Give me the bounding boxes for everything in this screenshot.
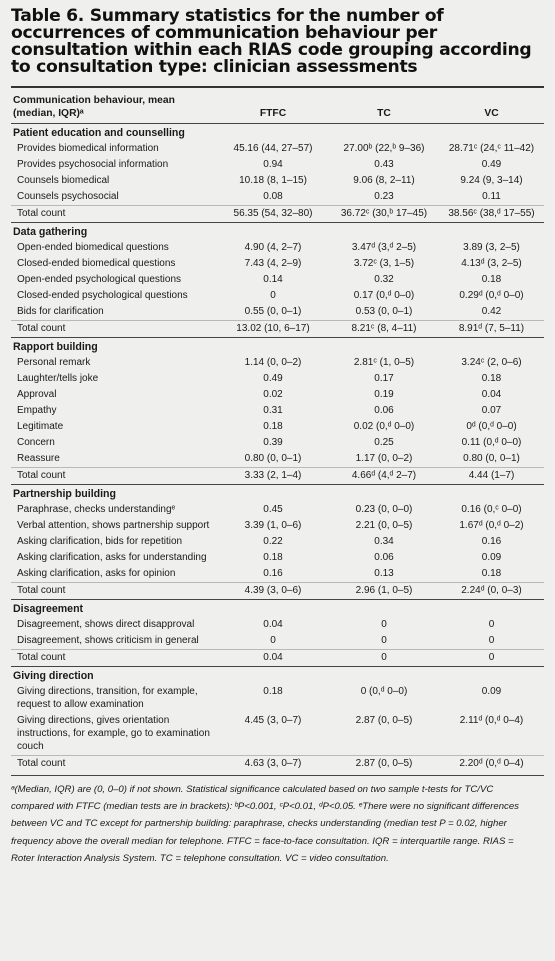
section-title: Giving direction bbox=[11, 667, 544, 685]
cell-tc: 2.96 (1, 0–5) bbox=[329, 583, 439, 600]
table-row bbox=[11, 355, 544, 371]
table-row bbox=[11, 272, 544, 288]
cell-vc: 2.24ᵈ (0, 0–3) bbox=[439, 583, 544, 600]
cell-ftfc: 0.39 bbox=[263, 437, 283, 448]
row-label: Counsels biomedical bbox=[17, 175, 110, 186]
section-title: Data gathering bbox=[11, 223, 544, 241]
row-label: Legitimate bbox=[17, 421, 64, 432]
cell-ftfc: 4.39 (3, 0–6) bbox=[217, 583, 329, 600]
cell-vc: 8.91ᵈ (7, 5–11) bbox=[439, 321, 544, 338]
cell-tc: 3.72ᶜ (3, 1–5) bbox=[353, 258, 415, 269]
row-label: Counsels psychosocial bbox=[17, 191, 119, 202]
cell-ftfc: 0.18 bbox=[263, 421, 283, 432]
cell-tc: 27.00ᵇ (22,ᵇ 9–36) bbox=[343, 143, 425, 154]
table-row bbox=[11, 157, 544, 173]
cell-vc: 4.13ᵈ (3, 2–5) bbox=[461, 258, 522, 269]
cell-tc: 2.87 (0, 0–5) bbox=[329, 756, 439, 773]
cell-tc: 0.02 (0,ᵈ 0–0) bbox=[353, 421, 415, 432]
cell-vc: 0.07 bbox=[481, 405, 502, 416]
cell-tc: 0.53 (0, 0–1) bbox=[355, 306, 413, 317]
cell-ftfc: 0.55 (0, 0–1) bbox=[244, 306, 302, 317]
cell-tc: 0.43 bbox=[374, 159, 394, 170]
cell-tc: 3.47ᵈ (3,ᵈ 2–5) bbox=[351, 242, 417, 253]
cell-vc: 0.09 bbox=[481, 552, 502, 563]
table-row bbox=[11, 566, 544, 583]
cell-tc: 36.72ᶜ (30,ᵇ 17–45) bbox=[329, 206, 439, 223]
cell-ftfc: 0.31 bbox=[263, 405, 283, 416]
cell-vc: 4.44 (1–7) bbox=[439, 468, 544, 485]
summary-table bbox=[11, 93, 544, 772]
table-row bbox=[11, 550, 544, 566]
table-row bbox=[11, 256, 544, 272]
header-behaviour: Communication behaviour, mean (median, IQR)ᵃ bbox=[13, 95, 175, 119]
cell-vc: 0 bbox=[488, 619, 495, 630]
cell-ftfc: 13.02 (10, 6–17) bbox=[217, 321, 329, 338]
cell-ftfc: 0.18 bbox=[263, 552, 283, 563]
cell-vc: 0 bbox=[488, 635, 495, 646]
cell-vc: 1.67ᵈ (0,ᵈ 0–2) bbox=[459, 520, 524, 531]
cell-tc: 0.34 bbox=[374, 536, 394, 547]
section-header-row bbox=[11, 223, 544, 241]
row-label: Total count bbox=[11, 206, 217, 223]
cell-vc: 0.09 bbox=[481, 686, 502, 697]
cell-ftfc: 4.63 (3, 0–7) bbox=[217, 756, 329, 773]
row-label: Approval bbox=[17, 389, 57, 400]
table-row bbox=[11, 240, 544, 256]
cell-tc: 0.25 bbox=[374, 437, 394, 448]
cell-tc: 0 bbox=[381, 619, 387, 630]
cell-tc: 2.87 (0, 0–5) bbox=[355, 715, 413, 726]
section-header-row bbox=[11, 124, 544, 142]
footer-rule bbox=[11, 775, 544, 776]
section-title: Patient education and counselling bbox=[13, 127, 185, 139]
total-row bbox=[11, 583, 544, 600]
cell-tc: 0 (0,ᵈ 0–0) bbox=[360, 686, 408, 697]
table-row bbox=[11, 617, 544, 633]
cell-vc: 0.80 (0, 0–1) bbox=[463, 453, 520, 464]
cell-vc: 0.49 bbox=[481, 159, 502, 170]
total-row bbox=[11, 650, 544, 667]
section-header-row bbox=[11, 338, 544, 356]
cell-tc: 8.21ᶜ (8, 4–11) bbox=[329, 321, 439, 338]
table-row bbox=[11, 288, 544, 304]
cell-ftfc: 0 bbox=[270, 635, 276, 646]
row-label: Verbal attention, shows partnership support bbox=[17, 520, 210, 531]
cell-vc: 28.71ᶜ (24,ᶜ 11–42) bbox=[448, 143, 535, 154]
table-row bbox=[11, 713, 544, 756]
section-title: Rapport building bbox=[11, 338, 544, 356]
cell-vc: 2.11ᵈ (0,ᵈ 0–4) bbox=[459, 715, 524, 726]
row-label: Laughter/tells joke bbox=[17, 373, 99, 384]
cell-vc: 0.42 bbox=[481, 306, 502, 317]
cell-ftfc: 7.43 (4, 2–9) bbox=[244, 258, 302, 269]
cell-tc: 0.06 bbox=[374, 552, 394, 563]
total-row bbox=[11, 321, 544, 338]
section-header-row bbox=[11, 667, 544, 685]
row-label: Asking clarification, asks for opinion bbox=[17, 568, 176, 579]
table-row bbox=[11, 371, 544, 387]
section-title: Partnership building bbox=[11, 485, 544, 503]
cell-ftfc: 0 bbox=[270, 290, 276, 301]
section-header-row bbox=[11, 600, 544, 618]
row-label: Provides biomedical information bbox=[17, 143, 159, 154]
cell-vc: 0.16 (0,ᶜ 0–0) bbox=[461, 504, 522, 515]
cell-ftfc: 45.16 (44, 27–57) bbox=[233, 143, 313, 154]
cell-ftfc: 10.18 (8, 1–15) bbox=[239, 175, 307, 186]
cell-ftfc: 4.90 (4, 2–7) bbox=[244, 242, 302, 253]
cell-tc: 0.23 (0, 0–0) bbox=[355, 504, 413, 515]
table-row bbox=[11, 141, 544, 157]
row-label: Total count bbox=[11, 583, 217, 600]
row-label: Open-ended psychological questions bbox=[17, 274, 181, 285]
cell-ftfc: 1.14 (0, 0–2) bbox=[244, 357, 302, 368]
cell-vc: 0.29ᵈ (0,ᵈ 0–0) bbox=[459, 290, 524, 301]
cell-vc: 0.11 bbox=[482, 191, 501, 202]
table-row bbox=[11, 173, 544, 189]
cell-vc: 3.89 (3, 2–5) bbox=[463, 242, 520, 253]
row-label: Personal remark bbox=[17, 357, 91, 368]
header-tc: TC bbox=[377, 108, 391, 119]
total-row bbox=[11, 468, 544, 485]
section-title: Disagreement bbox=[11, 600, 544, 618]
cell-tc: 9.06 (8, 2–11) bbox=[353, 175, 415, 186]
cell-ftfc: 0.04 bbox=[217, 650, 329, 667]
cell-ftfc: 0.04 bbox=[263, 619, 283, 630]
table-row bbox=[11, 387, 544, 403]
cell-tc: 2.81ᶜ (1, 0–5) bbox=[353, 357, 415, 368]
cell-ftfc: 0.45 bbox=[263, 504, 283, 515]
row-label: Provides psychosocial information bbox=[17, 159, 169, 170]
cell-tc: 0 bbox=[381, 635, 387, 646]
table-row bbox=[11, 534, 544, 550]
table-row bbox=[11, 451, 544, 468]
cell-tc: 0.32 bbox=[374, 274, 394, 285]
cell-ftfc: 3.33 (2, 1–4) bbox=[217, 468, 329, 485]
table-row bbox=[11, 684, 544, 713]
cell-tc: 0.23 bbox=[374, 191, 394, 202]
row-label: Disagreement, shows direct disapproval bbox=[17, 619, 195, 630]
cell-ftfc: 56.35 (54, 32–80) bbox=[217, 206, 329, 223]
row-label: Bids for clarification bbox=[17, 306, 104, 317]
cell-vc: 0.18 bbox=[481, 373, 502, 384]
row-label: Giving directions, transition, for example, request to allow examination bbox=[17, 686, 198, 710]
row-label: Total count bbox=[11, 650, 217, 667]
row-label: Concern bbox=[17, 437, 55, 448]
cell-vc: 0.18 bbox=[481, 274, 502, 285]
table-footnote: ᵃ(Median, IQR) are (0, 0–0) if not shown. Statistical significance calculated based on two sample t-tests for TC/VC compared with FTFC (median tests are in brackets): ᵇP<0.001, ᶜP<0.01, ᵈP<0.05. ᵉThere were no significant differences between VC and TC except for partnership building: paraphrase, checks understanding (median test P = 0.02, higher frequency above the overall median for telephone. FTFC = face-to-face consultation. IQR = interquartile range. RIAS = Roter Interaction Analysis System. TC = telephone consultation. VC = video consultation. bbox=[11, 784, 519, 864]
cell-vc: 0.11 (0,ᵈ 0–0) bbox=[461, 437, 522, 448]
row-label: Asking clarification, bids for repetition bbox=[17, 536, 183, 547]
total-row bbox=[11, 206, 544, 223]
row-label: Closed-ended biomedical questions bbox=[17, 258, 176, 269]
cell-ftfc: 0.49 bbox=[263, 373, 283, 384]
table-header-row bbox=[11, 93, 544, 124]
table-row bbox=[11, 435, 544, 451]
row-label: Paraphrase, checks understandingᵉ bbox=[17, 504, 176, 515]
cell-tc: 0.19 bbox=[374, 389, 394, 400]
cell-tc: 2.21 (0, 0–5) bbox=[355, 520, 413, 531]
cell-tc: 0.17 (0,ᵈ 0–0) bbox=[353, 290, 415, 301]
cell-tc: 0.06 bbox=[374, 405, 394, 416]
row-label: Total count bbox=[11, 468, 217, 485]
cell-ftfc: 0.80 (0, 0–1) bbox=[244, 453, 302, 464]
cell-ftfc: 3.39 (1, 0–6) bbox=[244, 520, 302, 531]
cell-ftfc: 4.45 (3, 0–7) bbox=[244, 715, 302, 726]
header-vc: VC bbox=[484, 108, 499, 119]
cell-ftfc: 0.18 bbox=[263, 686, 283, 697]
row-label: Giving directions, gives orientation instructions, for example, go to examination couch bbox=[17, 715, 210, 752]
row-label: Open-ended biomedical questions bbox=[17, 242, 169, 253]
cell-ftfc: 0.08 bbox=[263, 191, 283, 202]
title-rule bbox=[11, 86, 544, 88]
row-label: Empathy bbox=[17, 405, 57, 416]
row-label: Asking clarification, asks for understanding bbox=[17, 552, 207, 563]
cell-ftfc: 0.22 bbox=[263, 536, 283, 547]
cell-vc: 0ᵈ (0,ᵈ 0–0) bbox=[466, 421, 517, 432]
cell-vc: 3.24ᶜ (2, 0–6) bbox=[461, 357, 522, 368]
header-ftfc: FTFC bbox=[259, 108, 287, 119]
table-row bbox=[11, 403, 544, 419]
cell-tc: 0 bbox=[329, 650, 439, 667]
cell-ftfc: 0.14 bbox=[263, 274, 283, 285]
cell-vc: 0.18 bbox=[481, 568, 502, 579]
cell-vc: 0 bbox=[439, 650, 544, 667]
cell-vc: 9.24 (9, 3–14) bbox=[460, 175, 523, 186]
row-label: Total count bbox=[11, 756, 217, 773]
table-row bbox=[11, 502, 544, 518]
cell-tc: 0.13 bbox=[374, 568, 394, 579]
row-label: Disagreement, shows criticism in general bbox=[17, 635, 199, 646]
cell-tc: 0.17 bbox=[374, 373, 394, 384]
cell-tc: 4.66ᵈ (4,ᵈ 2–7) bbox=[329, 468, 439, 485]
cell-ftfc: 0.02 bbox=[263, 389, 283, 400]
table-body bbox=[11, 124, 544, 773]
table-row bbox=[11, 304, 544, 321]
table-row bbox=[11, 518, 544, 534]
table-row bbox=[11, 189, 544, 206]
table-row bbox=[11, 633, 544, 650]
table-row bbox=[11, 419, 544, 435]
row-label: Closed-ended psychological questions bbox=[17, 290, 188, 301]
row-label: Reassure bbox=[17, 453, 60, 464]
section-header-row bbox=[11, 485, 544, 503]
cell-vc: 2.20ᵈ (0,ᵈ 0–4) bbox=[439, 756, 544, 773]
total-row bbox=[11, 756, 544, 773]
cell-vc: 0.04 bbox=[481, 389, 502, 400]
row-label: Total count bbox=[11, 321, 217, 338]
cell-vc: 38.56ᶜ (38,ᵈ 17–55) bbox=[439, 206, 544, 223]
cell-tc: 1.17 (0, 0–2) bbox=[355, 453, 413, 464]
cell-ftfc: 0.16 bbox=[263, 568, 283, 579]
cell-vc: 0.16 bbox=[481, 536, 502, 547]
table-title: Table 6. Summary statistics for the number of occurrences of communication behaviour per consultation within each RIAS code grouping according to consultation type: clinician assessments bbox=[11, 6, 532, 77]
cell-ftfc: 0.94 bbox=[263, 159, 283, 170]
